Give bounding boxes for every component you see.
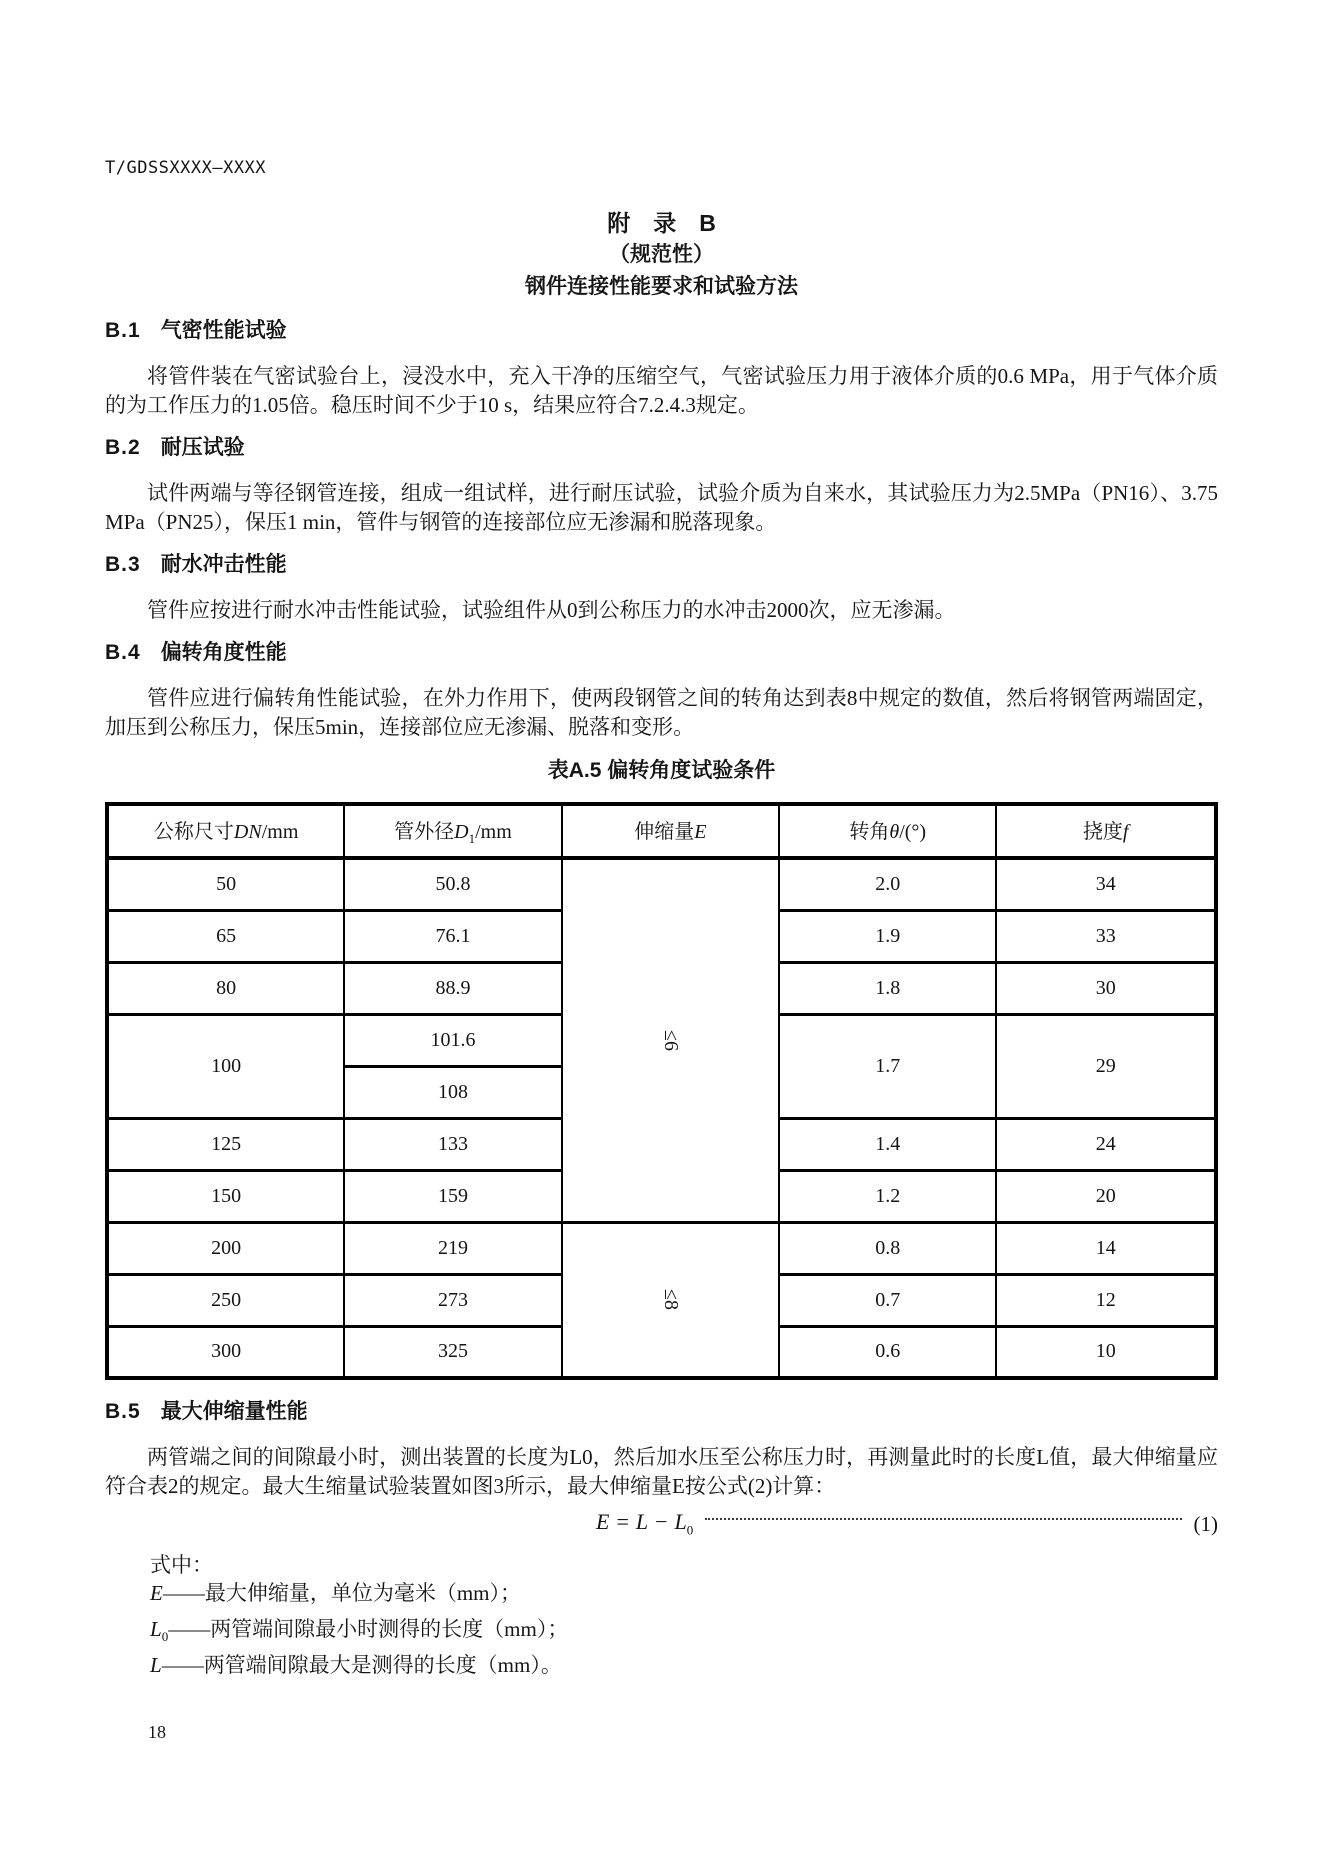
cell-expansion-group2 bbox=[562, 1222, 779, 1378]
section-b1-paragraph: 将管件装在气密试验台上，浸没水中，充入干净的压缩空气，气密试验压力用于液体介质的0.6 MPa，用于气体介质的为工作压力的1.05倍。稳压时间不少于10 s，结果应符合7.2.4.3规定。 bbox=[105, 364, 1218, 417]
cell-deflection: 34 bbox=[996, 858, 1216, 910]
appendix-subtitle: 钢件连接性能要求和试验方法 bbox=[525, 275, 798, 298]
cell-angle: 0.6 bbox=[779, 1326, 996, 1378]
table-header-row bbox=[107, 804, 1216, 858]
cell-angle: 1.7 bbox=[779, 1014, 996, 1118]
cell-od: 88.9 bbox=[344, 962, 561, 1014]
expansion-le8-label: ≤8 bbox=[659, 1289, 682, 1311]
deflection-test-table bbox=[105, 802, 1218, 1380]
section-b3-heading bbox=[105, 551, 1218, 579]
cell-od: 101.6 bbox=[344, 1014, 561, 1066]
definition-symbol: E bbox=[150, 1581, 163, 1605]
appendix-normative-label: （规范性） bbox=[609, 243, 714, 266]
col-header-angle: 转角θ/(°) bbox=[779, 804, 996, 858]
section-b5-heading bbox=[105, 1398, 1218, 1426]
definition-dash: —— bbox=[161, 1653, 204, 1678]
table-row bbox=[107, 1222, 1216, 1274]
cell-od: 325 bbox=[344, 1326, 561, 1378]
table-caption: 表A.5 偏转角度试验条件 bbox=[547, 759, 776, 782]
appendix-title-block bbox=[105, 207, 1218, 303]
cell-angle: 2.0 bbox=[779, 858, 996, 910]
cell-od: 273 bbox=[344, 1274, 561, 1326]
col-header-od: 管外径$D_1/mm$ bbox=[344, 804, 561, 858]
section-b3-paragraph: 管件应按进行耐水冲击性能试验，试验组件从0到公称压力的水冲击2000次，应无渗漏。 bbox=[147, 598, 956, 622]
definition-text: 两管端间隙最大是测得的长度（mm）。 bbox=[203, 1653, 562, 1678]
doc-code: T/GDSSXXXX—XXXX bbox=[105, 158, 267, 178]
formula-number: (1) bbox=[1193, 1511, 1218, 1536]
section-b3-number: B.3 bbox=[105, 553, 141, 576]
definition-line bbox=[150, 1579, 1218, 1615]
cell-deflection: 20 bbox=[996, 1170, 1216, 1222]
cell-od: 50.8 bbox=[344, 858, 561, 910]
cell-dn: 200 bbox=[107, 1222, 344, 1274]
cell-deflection: 29 bbox=[996, 1014, 1216, 1118]
cell-dn: 100 bbox=[107, 1014, 344, 1118]
cell-dn: 250 bbox=[107, 1274, 344, 1326]
col-header-expansion: 伸缩量E bbox=[562, 804, 779, 858]
section-b3-title: 耐水冲击性能 bbox=[160, 553, 287, 576]
definition-line bbox=[150, 1615, 1218, 1651]
cell-angle: 0.7 bbox=[779, 1274, 996, 1326]
section-b4-paragraph: 管件应进行偏转角性能试验，在外力作用下，使两段钢管之间的转角达到表8中规定的数值，然后将钢管两端固定，加压到公称压力，保压5min，连接部位应无渗漏、脱落和变形。 bbox=[105, 686, 1218, 739]
section-b2-title: 耐压试验 bbox=[160, 436, 245, 459]
section-b1-number: B.1 bbox=[105, 319, 141, 342]
section-b4-title: 偏转角度性能 bbox=[160, 641, 287, 664]
definition-symbol: $L_0$ bbox=[150, 1617, 169, 1645]
formula-row bbox=[105, 1509, 1218, 1539]
definition-text: 最大伸缩量，单位为毫米（mm）； bbox=[204, 1581, 521, 1605]
cell-od: 219 bbox=[344, 1222, 561, 1274]
section-b5-title: 最大伸缩量性能 bbox=[160, 1400, 308, 1423]
cell-dn: 50 bbox=[107, 858, 344, 910]
section-b2-paragraph: 试件两端与等径钢管连接，组成一组试样，进行耐压试验，试验介质为自来水，其试验压力为2.5MPa（PN16）、3.75 MPa（PN25），保压1 min，管件与钢管的连接部位应无渗漏和脱落现象。 bbox=[105, 481, 1218, 534]
definition-dash: —— bbox=[168, 1617, 211, 1642]
cell-deflection: 14 bbox=[996, 1222, 1216, 1274]
cell-od: 108 bbox=[344, 1066, 561, 1118]
definition-dash: —— bbox=[162, 1581, 205, 1605]
expansion-le6-label: ≤6 bbox=[659, 1029, 682, 1051]
cell-od: 133 bbox=[344, 1118, 561, 1170]
formula-expression: $E = L - L_0$ bbox=[596, 1509, 694, 1538]
col-header-deflection: 挠度f bbox=[996, 804, 1216, 858]
table-row bbox=[107, 858, 1216, 910]
cell-angle: 1.9 bbox=[779, 910, 996, 962]
cell-angle: 1.8 bbox=[779, 962, 996, 1014]
definition-line bbox=[150, 1651, 1218, 1687]
cell-deflection: 30 bbox=[996, 962, 1216, 1014]
cell-angle: 0.8 bbox=[779, 1222, 996, 1274]
section-b1-heading bbox=[105, 317, 1218, 345]
section-b4-number: B.4 bbox=[105, 641, 141, 664]
col-header-dn: 公称尺寸DN/mm bbox=[107, 804, 344, 858]
page-number: 18 bbox=[148, 1722, 166, 1742]
section-b2-heading bbox=[105, 434, 1218, 462]
section-b4-heading bbox=[105, 639, 1218, 667]
cell-od: 76.1 bbox=[344, 910, 561, 962]
doc-header bbox=[105, 157, 1218, 179]
appendix-title: 附 录 B bbox=[607, 210, 716, 236]
definition-symbol: L bbox=[150, 1653, 162, 1678]
cell-angle: 1.4 bbox=[779, 1118, 996, 1170]
cell-angle: 1.2 bbox=[779, 1170, 996, 1222]
cell-expansion-group1 bbox=[562, 858, 779, 1222]
cell-dn: 125 bbox=[107, 1118, 344, 1170]
cell-dn: 150 bbox=[107, 1170, 344, 1222]
definition-text: 两管端间隙最小时测得的长度（mm）； bbox=[210, 1617, 569, 1642]
section-b2-number: B.2 bbox=[105, 436, 141, 459]
cell-dn: 80 bbox=[107, 962, 344, 1014]
section-b1-title: 气密性能试验 bbox=[160, 319, 287, 342]
section-b5-paragraph: 两管端之间的间隙最小时，测出装置的长度为L0，然后加水压至公称压力时，再测量此时的长度L值，最大伸缩量应符合表2的规定。最大生缩量试验装置如图3所示，最大伸缩量E按公式(2)计算： bbox=[105, 1445, 1218, 1498]
cell-deflection: 12 bbox=[996, 1274, 1216, 1326]
cell-deflection: 24 bbox=[996, 1118, 1216, 1170]
cell-deflection: 33 bbox=[996, 910, 1216, 962]
cell-deflection: 10 bbox=[996, 1326, 1216, 1378]
cell-dn: 300 bbox=[107, 1326, 344, 1378]
cell-dn: 65 bbox=[107, 910, 344, 962]
section-b5-number: B.5 bbox=[105, 1400, 141, 1423]
where-label: 式中： bbox=[150, 1553, 213, 1577]
dotted-leader bbox=[705, 1518, 1181, 1520]
cell-od: 159 bbox=[344, 1170, 561, 1222]
